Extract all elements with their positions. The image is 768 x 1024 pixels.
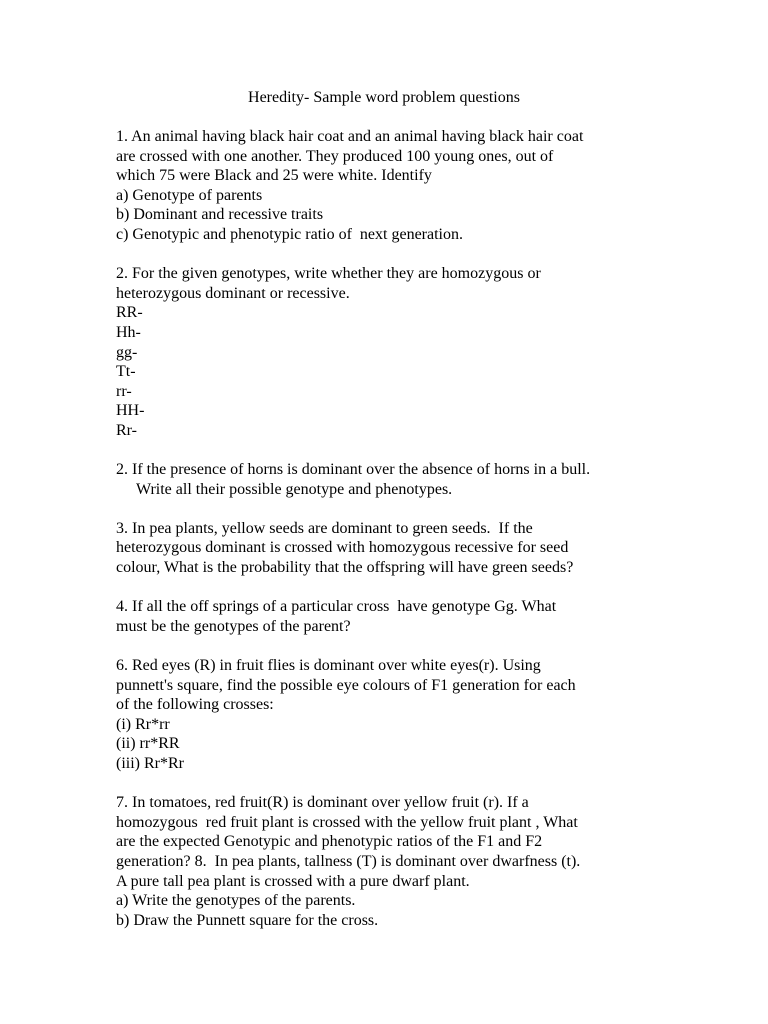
- blank-line: [116, 499, 736, 519]
- blank-line: [116, 441, 736, 461]
- text-line: are the expected Genotypic and phenotypic ratios of the F1 and F2: [116, 833, 543, 851]
- document-body: [116, 127, 736, 930]
- text-line: which 75 were Black and 25 were white. Identify: [116, 167, 432, 185]
- text-line: of the following crosses:: [116, 696, 274, 714]
- text-line: a) Genotype of parents: [116, 186, 263, 204]
- text-line: are crossed with one another. They produced 100 young ones, out of: [116, 147, 554, 165]
- text-line: a) Write the genotypes of the parents.: [116, 892, 356, 910]
- text-line: gg-: [116, 343, 138, 361]
- text-line: 2. If the presence of horns is dominant over the absence of horns in a bull.: [116, 461, 591, 479]
- text-line: 3. In pea plants, yellow seeds are dominant to green seeds. If the: [116, 519, 533, 537]
- text-line: 6. Red eyes (R) in fruit flies is dominant over white eyes(r). Using: [116, 657, 541, 675]
- text-line: heterozygous dominant is crossed with homozygous recessive for seed: [116, 539, 569, 557]
- text-line: RR-: [116, 304, 143, 322]
- text-line: 7. In tomatoes, red fruit(R) is dominant over yellow fruit (r). If a: [116, 794, 529, 812]
- text-line: must be the genotypes of the parent?: [116, 617, 351, 635]
- text-line: 1. An animal having black hair coat and an animal having black hair coat: [116, 128, 584, 145]
- text-line: b) Draw the Punnett square for the cross.: [116, 911, 379, 929]
- text-line: generation? 8. In pea plants, tallness (T) is dominant over dwarfness (t).: [116, 852, 581, 870]
- text-line: rr-: [116, 382, 132, 400]
- text-line: punnett's square, find the possible eye colours of F1 generation for each: [116, 676, 576, 694]
- document-title: Heredity- Sample word problem questions: [248, 89, 520, 106]
- text-line: Tt-: [116, 363, 136, 381]
- text-line: Write all their possible genotype and phenotypes.: [136, 480, 453, 498]
- text-line: homozygous red fruit plant is crossed with the yellow fruit plant , What: [116, 813, 578, 831]
- blank-line: [116, 774, 736, 794]
- text-line: Hh-: [116, 323, 141, 341]
- text-line: 4. If all the off springs of a particular cross have genotype Gg. What: [116, 598, 557, 616]
- text-line: colour, What is the probability that the offspring will have green seeds?: [116, 559, 574, 577]
- text-line: Rr-: [116, 421, 138, 439]
- text-line: (ii) rr*RR: [116, 735, 180, 753]
- text-line: (i) Rr*rr: [116, 715, 170, 733]
- blank-line: [116, 245, 736, 265]
- text-line: HH-: [116, 402, 145, 420]
- blank-line: [116, 636, 736, 656]
- text-line: b) Dominant and recessive traits: [116, 206, 324, 224]
- text-line: A pure tall pea plant is crossed with a pure dwarf plant.: [116, 872, 470, 890]
- text-line: heterozygous dominant or recessive.: [116, 284, 350, 302]
- text-line: 2. For the given genotypes, write whether they are homozygous or: [116, 265, 541, 283]
- blank-line: [116, 578, 736, 598]
- text-line: c) Genotypic and phenotypic ratio of next generation.: [116, 225, 463, 243]
- text-line: (iii) Rr*Rr: [116, 755, 184, 772]
